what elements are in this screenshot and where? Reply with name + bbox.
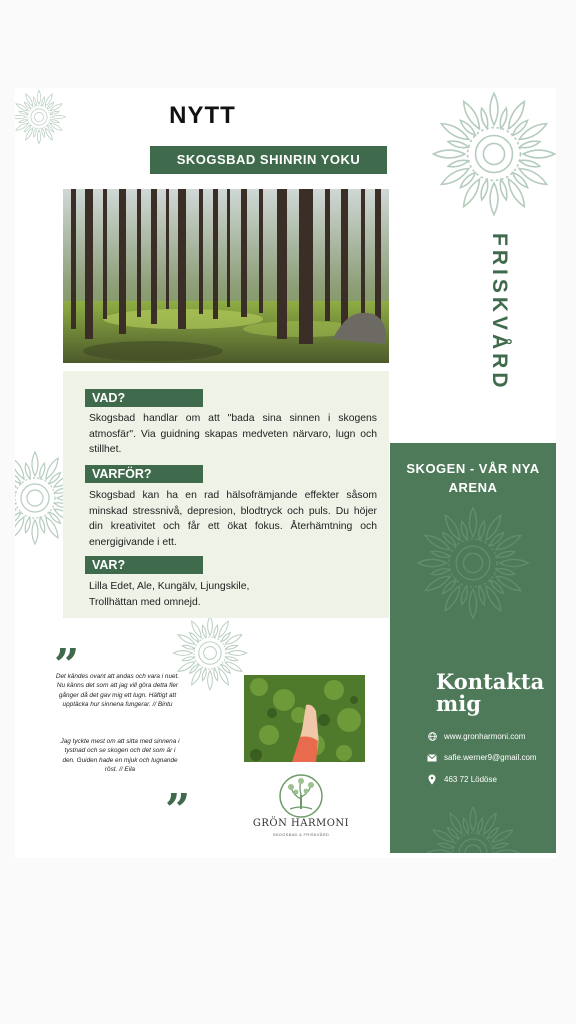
mandala-ornament bbox=[428, 88, 556, 220]
website-row[interactable] bbox=[426, 732, 525, 741]
contact-heading: Kontakta mig bbox=[436, 669, 545, 716]
section-text-why: Skogsbad kan ha en rad hälsofrämjande effekter såsom minskad stressnivå, depresion, blodtryck och puls. Du höjer din kreativitet och får ett ökat fokus. Återhämtning och energigivande i ett. bbox=[89, 490, 377, 548]
website-link[interactable]: www.gronharmoni.com bbox=[444, 732, 526, 741]
mail-icon bbox=[426, 754, 438, 762]
section-label-why: VARFÖR? bbox=[85, 465, 203, 483]
contact-panel bbox=[390, 443, 556, 853]
section-label-what: VAD? bbox=[85, 389, 203, 407]
quote-open-icon: ” bbox=[54, 640, 80, 691]
brand-logo bbox=[278, 773, 324, 819]
brand-name: GRÖN HARMONI bbox=[252, 818, 350, 829]
globe-icon bbox=[426, 732, 438, 741]
testimonial-1: Det kändes ovant att andas och vara i nuet. Nu känns det som att jag vill göra detta fler gånger då det gav mig ett lugn. Häftigt att upptäcka hur sinnena fungerar. // Bintu bbox=[55, 673, 180, 709]
mandala-ornament bbox=[413, 503, 533, 623]
forest-photo bbox=[63, 189, 389, 363]
section-text-where: Lilla Edet, Ale, Kungälv, Ljungskile, Trollhättan med omnejd. bbox=[89, 581, 250, 608]
testimonial-2: Jag tyckte mest om att sitta med sinnena i tystnad och se skogen och det som är i den. Guiden hade en mjuk och lugnande röst. // Eila bbox=[60, 738, 180, 774]
address-row bbox=[426, 774, 497, 785]
side-heading: FRISKVÅRD bbox=[488, 233, 511, 392]
brand-tagline: SKOGSBAD & FRISKVÅRD bbox=[272, 832, 330, 837]
mandala-ornament bbox=[170, 613, 250, 693]
email-link[interactable]: safie.werner9@gmail.com bbox=[444, 753, 537, 762]
section-text-what: Skogsbad handlar om att "bada sina sinnen i skogens atmosfär". Via guidning skapas medveten närvaro, lugn och stillhet. bbox=[89, 413, 377, 455]
mandala-ornament bbox=[423, 803, 523, 853]
page-title: NYTT bbox=[169, 102, 236, 129]
location-pin-icon bbox=[426, 774, 438, 785]
page-subtitle: SKOGSBAD SHINRIN YOKU bbox=[150, 146, 387, 174]
info-box bbox=[63, 371, 389, 618]
panel-title: SKOGEN - VÅR NYA ARENA bbox=[406, 461, 540, 495]
address-text: 463 72 Lödöse bbox=[444, 775, 497, 784]
email-row[interactable] bbox=[426, 753, 537, 762]
grass-feet-photo bbox=[244, 675, 365, 762]
quote-close-icon: ” bbox=[165, 785, 191, 836]
flyer-page bbox=[15, 88, 556, 858]
section-label-where: VAR? bbox=[85, 556, 203, 574]
